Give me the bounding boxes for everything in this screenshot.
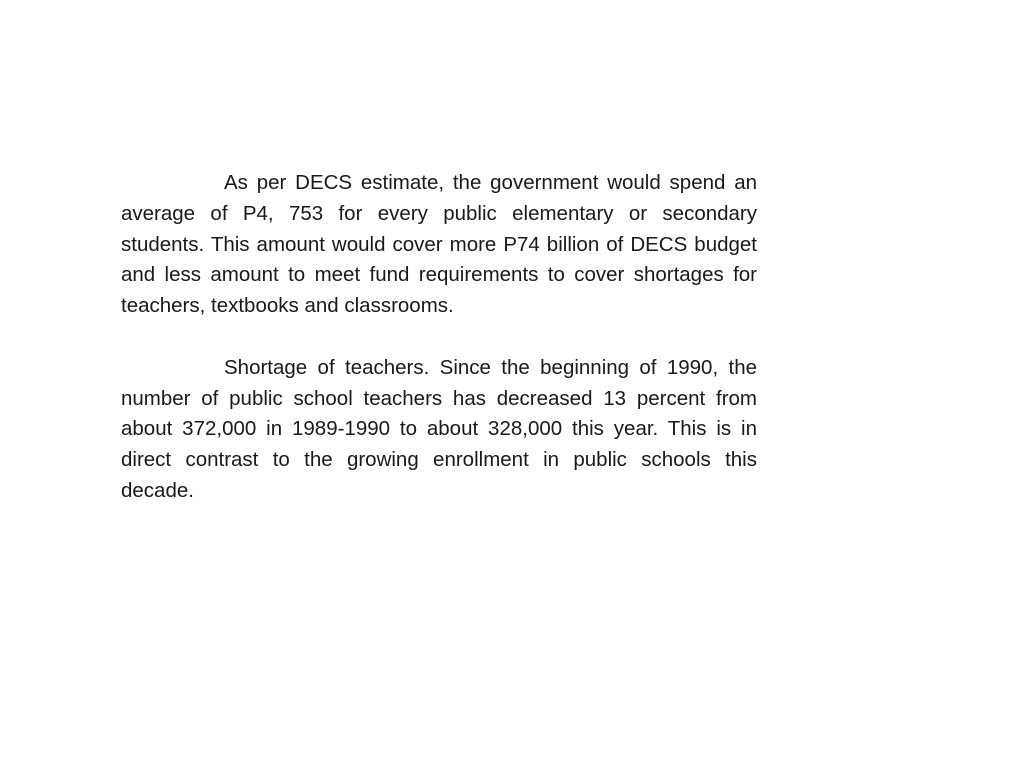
paragraph-teacher-shortage: Shortage of teachers. Since the beginning of 1990, the number of public school teachers has decreased 13 percent from about 372,000 in 1989-1990 to about 328,000 this year. This is in direct contrast to the growing enrollment in public schools this decade. [121, 355, 757, 502]
paragraph-decs-estimate: As per DECS estimate, the government would spend an average of P4, 753 for every public elementary or secondary students. This amount would cover more P74 billion of DECS budget and less amount to meet fund requirements to cover shortages for teachers, textbooks and classrooms. [121, 171, 757, 318]
text-body [121, 168, 757, 507]
